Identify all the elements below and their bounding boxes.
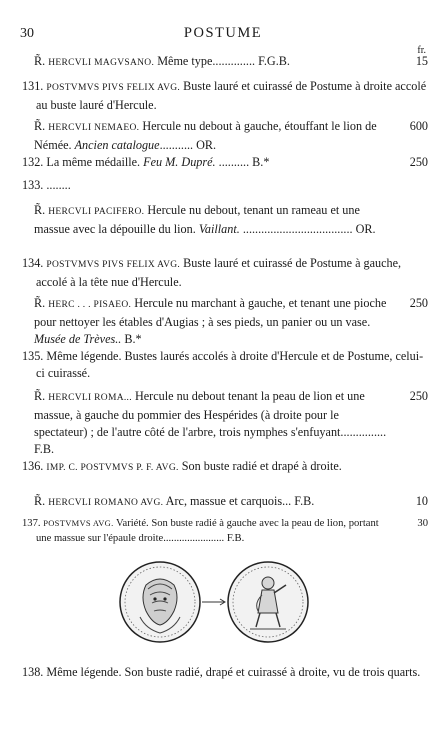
source-reference: Vaillant. [198,222,240,236]
price: 15 [415,54,428,68]
price: 600 [409,119,428,133]
entry-text: Hercule nu debout tenant la peau de lion et une massue, à gauche du pommier des Hespérides (à droite pour le spectateur) ; de l'autre côté de l'arbre, trois nymphes s'enfuyant [34,389,365,439]
entry-number: 133. [22,178,44,192]
catalog-entry [22,154,428,171]
catalog-entry [22,493,428,512]
metal-size: F.B. [294,494,315,508]
entry-text: Même type [157,54,213,68]
metal-size: B.* [252,155,270,169]
entry-number: 137. [22,518,41,529]
reverse-mark: R̃. [34,119,46,133]
reverse-mark: R̃. [34,494,46,508]
page-number: 30 [20,26,34,41]
entry-text: Buste lauré et cuirassé de Postume à gauche, accolé à la tête nue d'Hercule. [36,256,402,289]
entry-number: 138. [22,665,44,679]
coin-legend: HERCVLI ROMA... [48,393,132,403]
coin-legend: HERCVLI PACIFERO. [48,207,145,217]
entry-number: 134. [22,256,44,270]
leader-dots: .......... [218,155,250,169]
entry-text: Hercule nu debout, tenant un rameau et une massue avec la dépouille du lion. [34,203,360,236]
catalog-entry [22,53,428,72]
leader-dots: .................................... [242,222,353,236]
entry-text: Son buste radié et drapé à droite. [181,459,342,473]
entry-number: 132. [22,155,44,169]
catalog-entry [22,348,428,382]
reverse-mark: R̃. [34,296,46,310]
entry-text: Arc, massue et carquois... [165,494,292,508]
coin-images [116,555,316,650]
entry-number: 131. [22,79,44,93]
entry-text: Variété. Son buste radié à gauche avec la peau de lion, portant une massue sur l'épaule droite [36,518,379,544]
entry-text: La même médaille. [46,155,141,169]
catalog-entry [22,202,428,238]
entry-text: Buste lauré et cuirassé de Postume à droite accolé au buste lauré d'Hercule. [36,79,427,112]
catalog-entry [22,118,428,154]
coin-obverse-image [120,562,200,642]
price: 30 [417,518,428,529]
leader-dots: .............. [212,54,256,68]
catalog-entry [22,295,428,348]
source-reference: Ancien catalogue [74,138,160,152]
entry-number: 136. [22,459,44,473]
catalog-entry [22,388,428,458]
coin-illustration [0,555,446,650]
unit-header: fr. [417,45,426,56]
entry-text: Même légende. Son buste radié, drapé et cuirassé à droite, vu de trois quarts. [46,665,421,679]
leader-dots: ........ [46,178,71,192]
metal-size: OR. [355,222,376,236]
coin-legend: POSTVMVS AVG. [43,518,114,528]
metal-size: B.* [124,332,142,346]
entry-text: Hercule nu marchant à gauche, et tenant une pioche pour nettoyer les étables d'Augias ; à ses pieds, un panier ou un vase. [34,296,387,329]
leader-dots: ....................... [163,532,225,544]
coin-legend: HERCVLI NEMAEO. [48,123,140,133]
catalog-entry [22,255,428,291]
catalog-entry [22,78,428,114]
leader-dots: ........... [159,138,194,152]
coin-legend: HERCVLI MAGVSANO. [48,58,155,68]
coin-reverse-image [228,562,308,642]
coin-legend: POSTVMVS PIVS FELIX AVG. [46,260,181,270]
price: 10 [415,494,428,508]
source-reference: Musée de Trèves.. [34,332,122,346]
catalog-entry [22,177,428,194]
catalog-entry [22,516,428,546]
entry-text: Hercule nu debout à gauche, étouffant le lion de Némée. [34,119,377,152]
coin-legend: HERC . . . PISAEO. [48,300,132,310]
metal-size: F.G.B. [258,54,290,68]
price: 250 [409,155,428,169]
reverse-mark: R̃. [34,203,46,217]
running-title: POSTUME [183,25,263,41]
coin-legend: HERCVLI ROMANO AVG. [48,498,164,508]
catalog-entry [22,664,428,681]
leader-dots: ............... [340,425,387,439]
coin-legend: IMP. C. POSTVMVS P. F. AVG. [46,463,179,473]
metal-size: F.B. [226,532,245,544]
catalog-entry [22,458,428,477]
metal-size: OR. [196,138,217,152]
source-reference: Feu M. Dupré. [143,155,216,169]
reverse-mark: R̃. [34,389,46,403]
price: 250 [409,296,428,310]
metal-size: F.B. [34,442,55,456]
coin-legend: POSTVMVS PIVS FELIX AVG. [46,83,181,93]
reverse-mark: R̃. [34,54,46,68]
entry-number: 135. [22,349,44,363]
price: 250 [409,389,428,403]
entry-text: Même légende. Bustes laurés accolés à droite d'Hercule et de Postume, celui-ci cuirassé. [36,349,424,380]
